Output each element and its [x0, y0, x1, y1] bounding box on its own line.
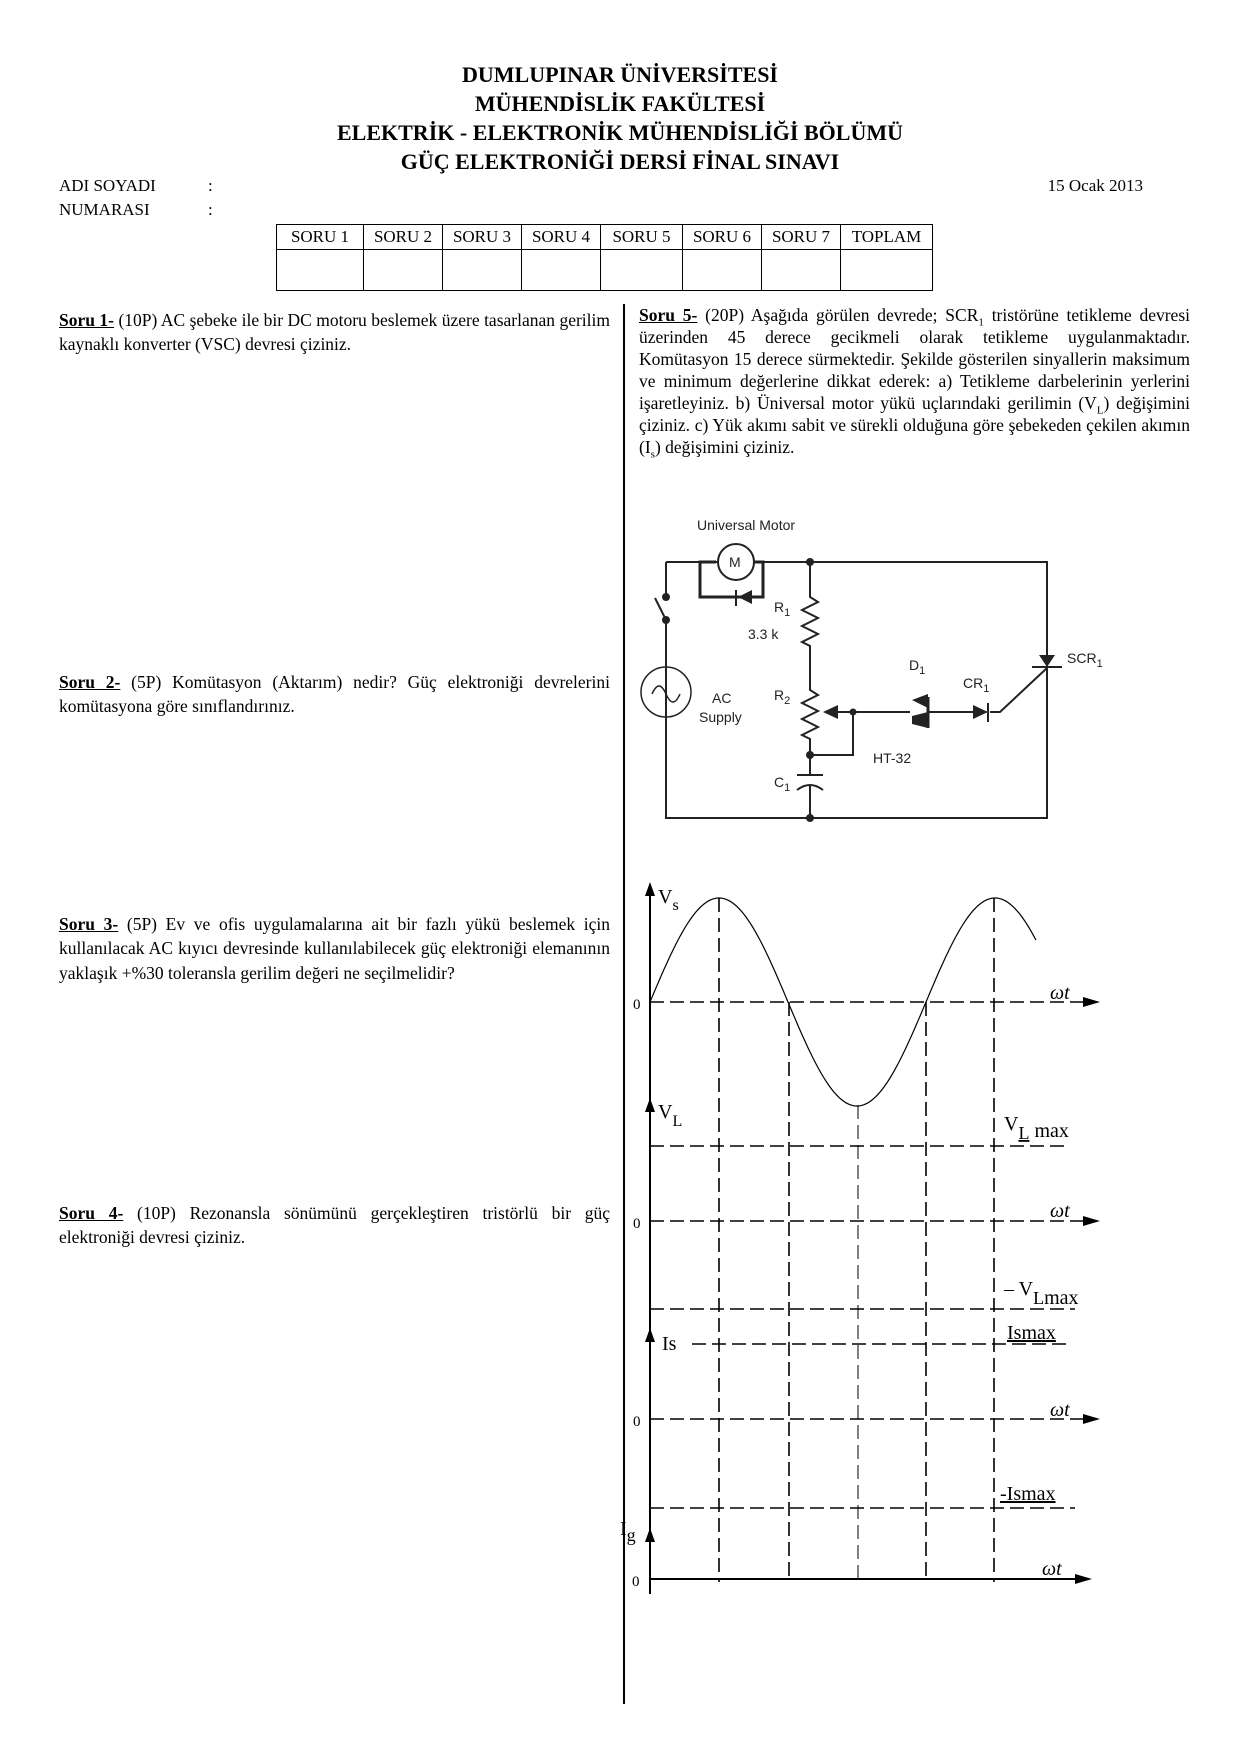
motor-label: M	[729, 554, 741, 570]
col-soru-7: SORU 7	[762, 225, 841, 250]
bypass-diode-icon	[738, 590, 752, 604]
resistor-chain	[802, 562, 818, 818]
arrow-up-icon	[645, 1328, 655, 1342]
ac-label: AC	[712, 690, 732, 706]
vlmax-label: VL max	[1004, 1113, 1069, 1143]
question-text: (10P) AC şebeke ile bir DC motoru beslemek üzere tasarlanan gerilim kaynaklı konverter (VSC) devresi çiziniz.	[59, 310, 610, 355]
name-colon: :	[208, 176, 213, 195]
scr-icon	[1039, 655, 1055, 667]
col-soru-3: SORU 3	[443, 225, 522, 250]
subscript: s	[650, 448, 655, 461]
subscript: L	[1096, 404, 1104, 417]
subscript: 1	[978, 316, 984, 329]
r1-label: $R_1$	[774, 599, 791, 619]
wt-label: ωt	[1050, 982, 1070, 1004]
d1-label: $D_1$	[909, 657, 926, 677]
zero-label: 0	[633, 997, 641, 1013]
name-label: ADI SOYADI	[59, 176, 156, 195]
scr1-label: $SCR_1$	[1067, 650, 1103, 670]
arrow-up-icon	[645, 1528, 655, 1542]
c1-label: $C_1$	[774, 774, 791, 794]
vs-label: $V_s$	[658, 886, 679, 914]
r1-value: 3.3 k	[748, 626, 779, 642]
zero-label: 0	[632, 1574, 640, 1590]
arrow-up-icon	[645, 1098, 655, 1112]
motor-title: Universal Motor	[697, 517, 796, 533]
number-colon: :	[208, 200, 213, 219]
exam-date: 15 Ocak 2013	[1047, 176, 1143, 195]
question-text: ) değişimini çiziniz.	[654, 437, 795, 457]
wiper-arrow-icon	[823, 705, 838, 719]
arrow-right-icon	[1083, 1414, 1100, 1424]
ig-label: Ig	[620, 1518, 636, 1545]
wt-label: ωt	[1050, 1399, 1070, 1421]
ismax-label: Ismax	[1007, 1322, 1056, 1344]
supply-label: Supply	[699, 709, 742, 725]
question-label: Soru 4-	[59, 1203, 124, 1223]
col-soru-5: SORU 5	[601, 225, 683, 250]
col-soru-6: SORU 6	[683, 225, 762, 250]
zero-label: 0	[633, 1414, 641, 1430]
diode-cr1-icon	[973, 705, 988, 719]
exam-title: GÜÇ ELEKTRONİĞİ DERSİ FİNAL SINAVI	[400, 149, 840, 174]
number-label: NUMARASI	[59, 200, 150, 219]
neg-ismax-label: -Ismax	[1000, 1483, 1056, 1505]
col-soru-4: SORU 4	[522, 225, 601, 250]
diac-d1-icon	[912, 694, 928, 708]
vl-label: $V_L$	[658, 1101, 683, 1130]
question-label: Soru 2-	[59, 672, 121, 692]
question-text: ) değişimini çiziniz. c) Yük akımı sabit ve sürekli olduğuna göre şebekeden çekilen akımın (I	[639, 393, 1190, 457]
neg-vlmax-label: – VLmax	[1004, 1278, 1079, 1309]
department-name: ELEKTRİK - ELEKTRONİK MÜHENDİSLİĞİ BÖLÜMÜ	[337, 120, 903, 145]
arrow-right-icon	[1083, 997, 1100, 1007]
question-label: Soru 5-	[639, 305, 698, 325]
question-text: (5P) Ev ve ofis uygulamalarına ait bir fazlı yükü beslemek için kullanılacak AC kıyıcı devresinde kullanılabilecek güç elektroniği elemanının yaklaşık +%30 toleransla gerilim değeri ne seçilmelidir?	[59, 914, 610, 983]
university-name: DUMLUPINAR ÜNİVERSİTESİ	[462, 62, 778, 87]
question-label: Soru 1-	[59, 310, 115, 330]
is-label: Is	[662, 1333, 677, 1355]
question-text: (5P) Komütasyon (Aktarım) nedir? Güç elektroniği devrelerini komütasyona göre sınıflandırınız.	[59, 672, 610, 717]
question-text: (10P) Rezonansla sönümünü gerçekleştiren tristörlü bir güç elektroniği devresi çiziniz.	[59, 1203, 611, 1248]
wt-label: ωt	[1042, 1558, 1062, 1580]
col-toplam: TOPLAM	[841, 225, 933, 250]
arrow-up-icon	[645, 882, 655, 896]
zero-label: 0	[633, 1216, 641, 1232]
faculty-name: MÜHENDİSLİK FAKÜLTESİ	[474, 91, 766, 116]
question-text: tristörüne tetikleme devresi üzerinden 45 derece gecikmeli olarak tetikleme uygulanmaktadır. Komütasyon 15 derece sürmektedir. Şekilde gösterilen sinyallerin maksimum ve minimum değerlerine dikkat ederek: a) Tetikleme darbelerinin yerlerini işaretleyiniz. b) Üniversal motor yükü uçlarındaki gerilimin (V	[639, 305, 1190, 413]
col-soru-2: SORU 2	[364, 225, 443, 250]
arrow-right-icon	[1083, 1216, 1100, 1226]
question-text: (20P) Aşağıda görülen devrede; SCR	[697, 305, 979, 325]
waveform-grid	[620, 882, 1100, 1594]
diac-label: HT-32	[873, 750, 912, 766]
col-soru-1: SORU 1	[277, 225, 364, 250]
question-label: Soru 3-	[59, 914, 119, 934]
wt-label: ωt	[1050, 1200, 1070, 1222]
arrow-right-icon	[1075, 1574, 1092, 1584]
cr1-label: $CR_1$	[963, 675, 990, 695]
r2-label: $R_2$	[774, 687, 791, 707]
